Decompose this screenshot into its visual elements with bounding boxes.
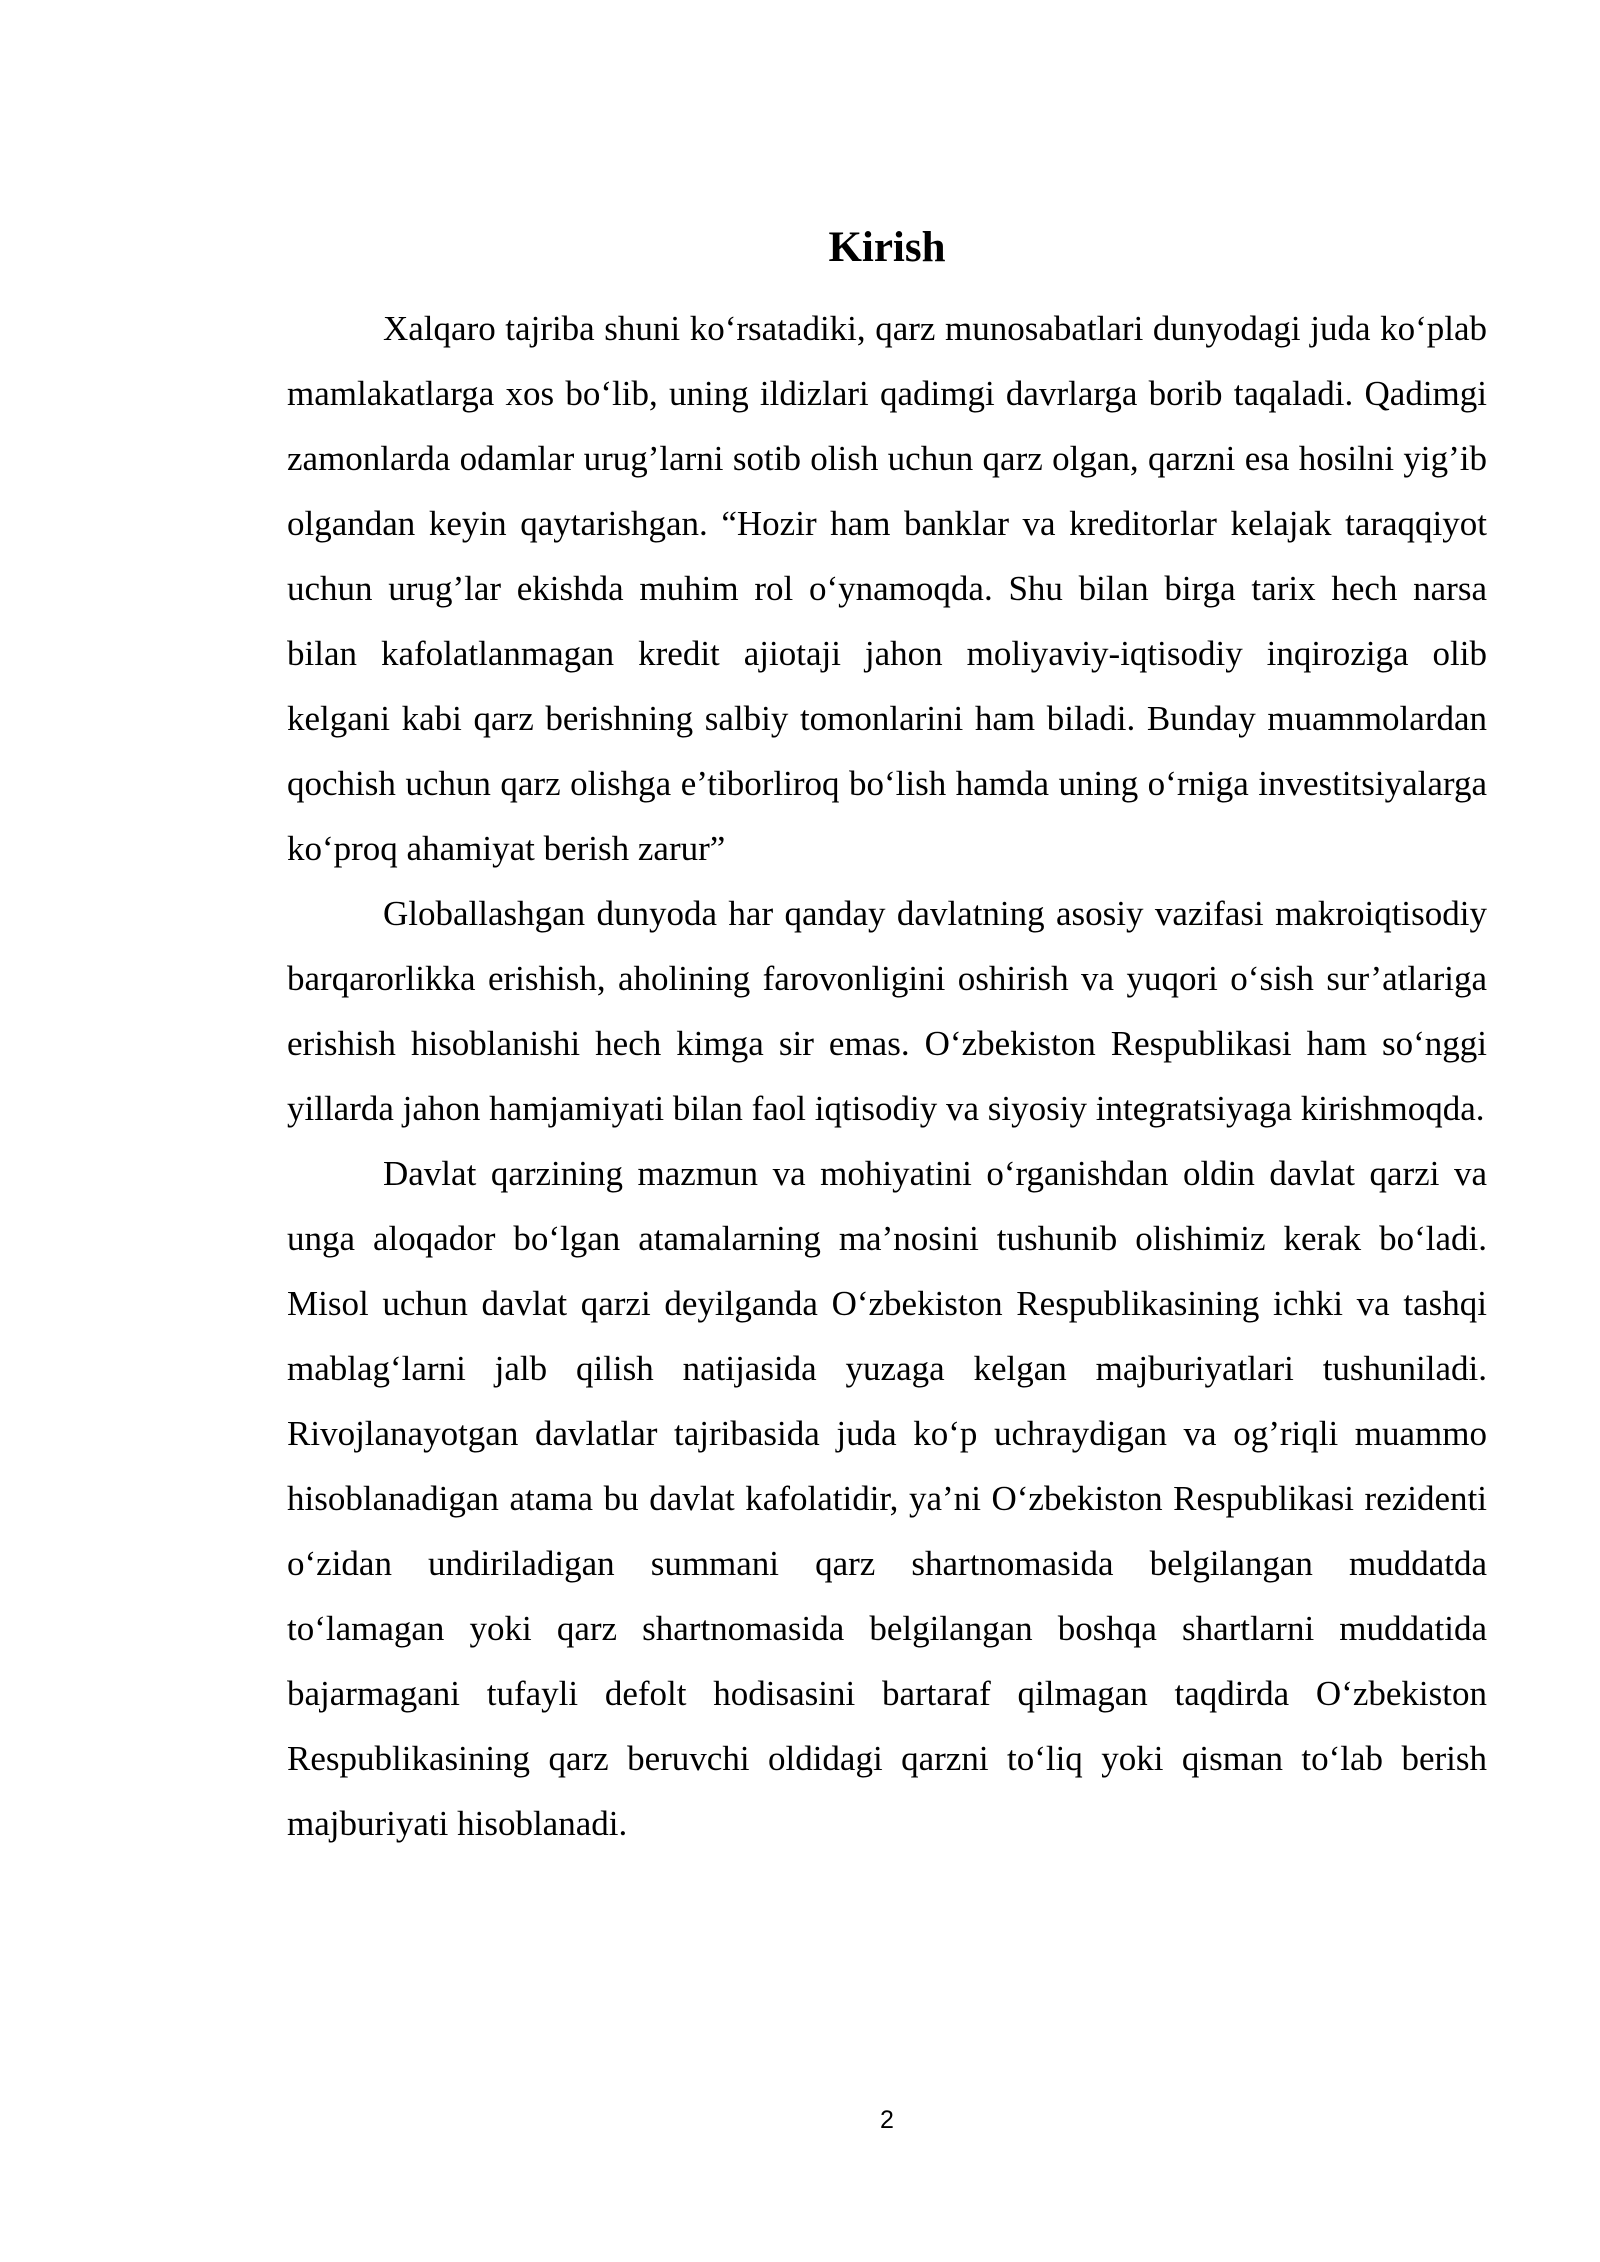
document-body [287, 296, 1487, 1856]
paragraph-globalization: Globallashgan dunyoda har qanday davlatning asosiy vazifasi makroiqtisodiy barqarorlikka erishish, aholining farovonligini oshirish va yuqori o‘sish sur’atlariga erishish hisoblanishi hech kimga sir emas. O‘zbekiston Respublikasi ham so‘nggi yillarda jahon hamjamiyati bilan faol iqtisodiy va siyosiy integratsiyaga kirishmoqda. [287, 894, 1487, 1128]
page-title: Kirish [828, 224, 946, 271]
page-number: 2 [880, 2106, 894, 2134]
paragraph-intro: Xalqaro tajriba shuni ko‘rsatadiki, qarz munosabatlari dunyodagi juda ko‘plab mamlakatlarga xos bo‘lib, uning ildizlari qadimgi davrlarga borib taqaladi. Qadimgi zamonlarda odamlar urug’larni sotib olish uchun qarz olgan, qarzni esa hosilni yig’ib olgandan keyin qaytarishgan. “Hozir ham banklar va kreditorlar kelajak taraqqiyot uchun urug’lar ekishda muhim rol o‘ynamoqda. Shu bilan birga tarix hech narsa bilan kafolatlanmagan kredit ajiotaji jahon moliyaviy-iqtisodiy inqiroziga olib kelgani kabi qarz berishning salbiy tomonlarini ham biladi. Bunday muammolardan qochish uchun qarz olishga e’tiborliroq bo‘lish hamda uning o‘rniga investitsiyalarga ko‘proq ahamiyat berish zarur” [287, 309, 1487, 868]
paragraph-state-debt: Davlat qarzining mazmun va mohiyatini o‘rganishdan oldin davlat qarzi va unga aloqador bo‘lgan atamalarning ma’nosini tushunib olishimiz kerak bo‘ladi. Misol uchun davlat qarzi deyilganda O‘zbekiston Respublikasining ichki va tashqi mablag‘larni jalb qilish natijasida yuzaga kelgan majburiyatlari tushuniladi. Rivojlanayotgan davlatlar tajribasida juda ko‘p uchraydigan va og’riqli muammo hisoblanadigan atama bu davlat kafolatidir, ya’ni O‘zbekiston Respublikasi rezidenti o‘zidan undiriladigan summani qarz shartnomasida belgilangan muddatda to‘lamagan yoki qarz shartnomasida belgilangan boshqa shartlarni muddatida bajarmagani tufayli defolt hodisasini bartaraf qilmagan taqdirda O‘zbekiston Respublikasining qarz beruvchi oldidagi qarzni to‘liq yoki qisman to‘lab berish majburiyati hisoblanadi. [287, 1154, 1487, 1843]
